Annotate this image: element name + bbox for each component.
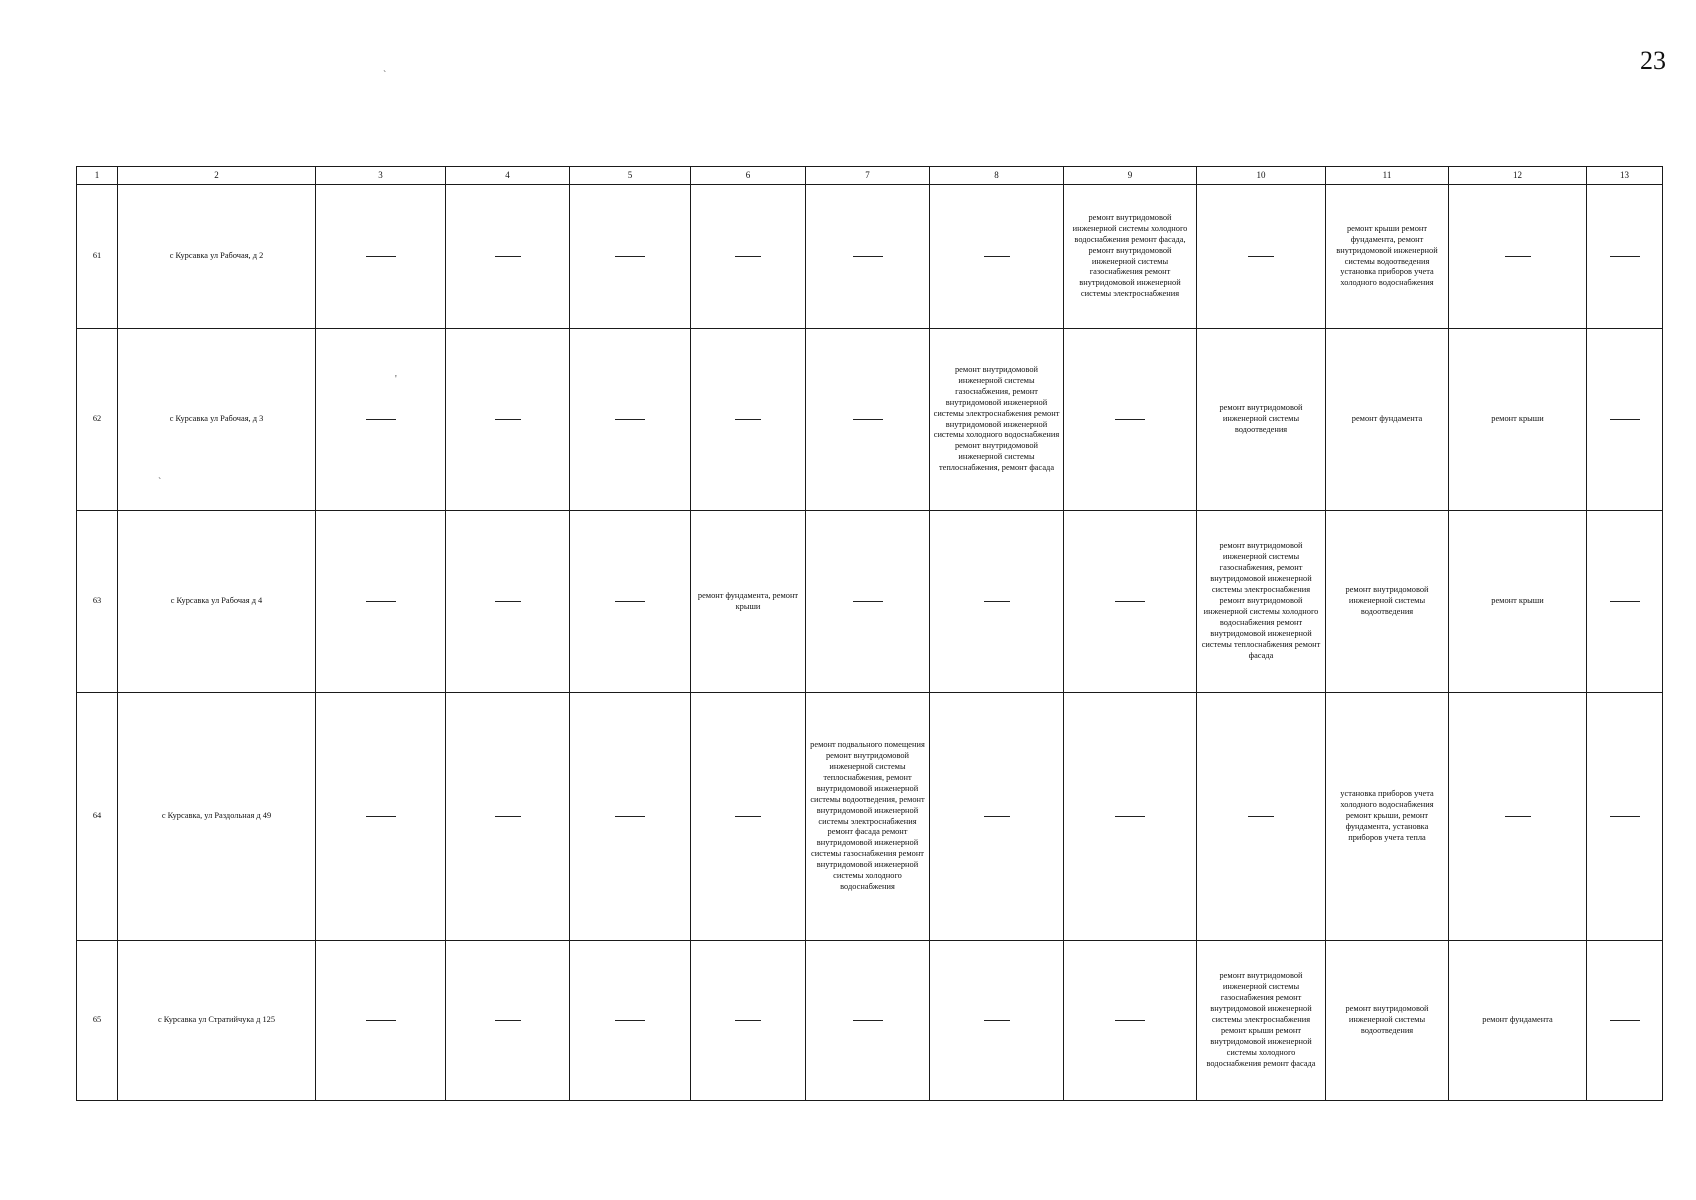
empty-dash-cell	[316, 693, 446, 941]
column-number: 6	[691, 167, 806, 185]
repair-work-cell: ремонт фундамента	[1449, 941, 1587, 1101]
dash-mark	[1115, 601, 1145, 602]
empty-dash-cell	[930, 693, 1064, 941]
address-cell: с Курсавка, ул Раздольная д 49	[118, 693, 316, 941]
address-cell: с Курсавка ул Стратийчука д 125	[118, 941, 316, 1101]
dash-mark	[495, 419, 521, 420]
column-number: 8	[930, 167, 1064, 185]
repair-work-cell: ремонт внутридомовой инженерной системы водоотведения	[1326, 941, 1449, 1101]
empty-dash-cell	[806, 511, 930, 693]
empty-dash-cell	[691, 693, 806, 941]
repair-schedule-table	[76, 166, 1663, 1101]
dash-mark	[984, 601, 1010, 602]
dash-mark	[1610, 1020, 1640, 1021]
repair-work-cell: установка приборов учета холодного водоснабжения ремонт крыши, ремонт фундамента, установка приборов учета тепла	[1326, 693, 1449, 941]
dash-mark	[366, 601, 396, 602]
empty-dash-cell	[691, 329, 806, 511]
row-number: 63	[77, 511, 118, 693]
dash-mark	[1248, 256, 1274, 257]
table-row	[77, 185, 1663, 329]
dash-mark	[1610, 419, 1640, 420]
empty-dash-cell	[570, 185, 691, 329]
dash-mark	[1248, 816, 1274, 817]
dash-mark	[615, 256, 645, 257]
repair-work-cell: ремонт внутридомовой инженерной системы водоотведения	[1326, 511, 1449, 693]
column-number: 3	[316, 167, 446, 185]
empty-dash-cell	[570, 693, 691, 941]
column-number: 13	[1587, 167, 1663, 185]
table-row	[77, 941, 1663, 1101]
table-row	[77, 511, 1663, 693]
repair-work-cell: ремонт внутридомовой инженерной системы газоснабжения ремонт внутридомовой инженерной системы электроснабжения ремонт крыши ремонт внутридомовой инженерной системы холодного водоснабжения ремонт фасада	[1197, 941, 1326, 1101]
empty-dash-cell	[446, 185, 570, 329]
dash-mark	[853, 1020, 883, 1021]
dash-mark	[853, 419, 883, 420]
table-row	[77, 329, 1663, 511]
empty-dash-cell	[570, 329, 691, 511]
repair-work-cell: ремонт внутридомовой инженерной системы газоснабжения, ремонт внутридомовой инженерной системы электроснабжения ремонт внутридомовой инженерной системы холодного водоснабжения ремонт внутридомовой инженерной системы теплоснабжения, ремонт фасада	[930, 329, 1064, 511]
repair-work-cell: ремонт внутридомовой инженерной системы холодного водоснабжения ремонт фасада, ремонт внутридомовой инженерной системы газоснабжения ремонт внутридомовой инженерной системы электроснабжения	[1064, 185, 1197, 329]
dash-mark	[366, 1020, 396, 1021]
repair-work-cell: ремонт фундамента	[1326, 329, 1449, 511]
table-row	[77, 693, 1663, 941]
dash-mark	[1610, 256, 1640, 257]
empty-dash-cell	[1064, 511, 1197, 693]
dash-mark	[853, 256, 883, 257]
empty-dash-cell	[1064, 941, 1197, 1101]
row-number: 64	[77, 693, 118, 941]
empty-dash-cell	[316, 185, 446, 329]
dash-mark	[366, 816, 396, 817]
empty-dash-cell	[1064, 693, 1197, 941]
dash-mark	[615, 816, 645, 817]
dash-mark	[735, 816, 761, 817]
empty-dash-cell	[1449, 693, 1587, 941]
empty-dash-cell	[1197, 185, 1326, 329]
dash-mark	[615, 419, 645, 420]
dash-mark	[1115, 1020, 1145, 1021]
empty-dash-cell	[570, 941, 691, 1101]
row-number: 61	[77, 185, 118, 329]
column-number: 5	[570, 167, 691, 185]
repair-work-cell: ремонт внутридомовой инженерной системы газоснабжения, ремонт внутридомовой инженерной системы электроснабжения ремонт внутридомовой инженерной системы холодного водоснабжения ремонт внутридомовой инженерной системы теплоснабжения ремонт фасада	[1197, 511, 1326, 693]
dash-mark	[495, 256, 521, 257]
dash-mark	[984, 816, 1010, 817]
empty-dash-cell	[806, 329, 930, 511]
empty-dash-cell	[316, 329, 446, 511]
empty-dash-cell	[1587, 329, 1663, 511]
empty-dash-cell	[691, 941, 806, 1101]
empty-dash-cell	[1064, 329, 1197, 511]
dash-mark	[1610, 601, 1640, 602]
dash-mark	[1610, 816, 1640, 817]
column-number: 4	[446, 167, 570, 185]
dash-mark	[984, 1020, 1010, 1021]
dash-mark	[735, 419, 761, 420]
empty-dash-cell	[446, 329, 570, 511]
dash-mark	[1505, 816, 1531, 817]
empty-dash-cell	[930, 185, 1064, 329]
column-number: 2	[118, 167, 316, 185]
column-number: 10	[1197, 167, 1326, 185]
dash-mark	[366, 419, 396, 420]
column-number: 11	[1326, 167, 1449, 185]
dash-mark	[615, 1020, 645, 1021]
address-cell: с Курсавка ул Рабочая, д 3	[118, 329, 316, 511]
dash-mark	[853, 601, 883, 602]
empty-dash-cell	[1587, 511, 1663, 693]
repair-work-cell: ремонт внутридомовой инженерной системы водоотведения	[1197, 329, 1326, 511]
row-number: 65	[77, 941, 118, 1101]
dash-mark	[366, 256, 396, 257]
empty-dash-cell	[1197, 693, 1326, 941]
empty-dash-cell	[446, 941, 570, 1101]
address-cell: с Курсавка ул Рабочая, д 2	[118, 185, 316, 329]
column-number: 1	[77, 167, 118, 185]
repair-work-cell: ремонт крыши	[1449, 511, 1587, 693]
column-number: 9	[1064, 167, 1197, 185]
empty-dash-cell	[1587, 941, 1663, 1101]
scan-mark: `	[383, 70, 387, 81]
empty-dash-cell	[930, 941, 1064, 1101]
column-number: 7	[806, 167, 930, 185]
row-number: 62	[77, 329, 118, 511]
scan-mark: '	[395, 374, 397, 385]
repair-work-cell: ремонт крыши ремонт фундамента, ремонт внутридомовой инженерной системы водоотведения установка приборов учета холодного водоснабжения	[1326, 185, 1449, 329]
column-number-row	[77, 167, 1663, 185]
empty-dash-cell	[570, 511, 691, 693]
empty-dash-cell	[1587, 185, 1663, 329]
column-number: 12	[1449, 167, 1587, 185]
dash-mark	[1505, 256, 1531, 257]
empty-dash-cell	[1449, 185, 1587, 329]
dash-mark	[735, 1020, 761, 1021]
empty-dash-cell	[316, 941, 446, 1101]
empty-dash-cell	[806, 941, 930, 1101]
dash-mark	[735, 256, 761, 257]
empty-dash-cell	[806, 185, 930, 329]
empty-dash-cell	[316, 511, 446, 693]
dash-mark	[495, 1020, 521, 1021]
dash-mark	[1115, 816, 1145, 817]
empty-dash-cell	[930, 511, 1064, 693]
empty-dash-cell	[1587, 693, 1663, 941]
repair-work-cell: ремонт фундамента, ремонт крыши	[691, 511, 806, 693]
empty-dash-cell	[446, 511, 570, 693]
dash-mark	[615, 601, 645, 602]
address-cell: с Курсавка ул Рабочая д 4	[118, 511, 316, 693]
dash-mark	[984, 256, 1010, 257]
repair-work-cell: ремонт крыши	[1449, 329, 1587, 511]
empty-dash-cell	[691, 185, 806, 329]
page-number: 23	[1640, 46, 1666, 75]
scan-mark: `	[158, 477, 162, 488]
repair-work-cell: ремонт подвального помещения ремонт внутридомовой инженерной системы теплоснабжения, ремонт внутридомовой инженерной системы водоотведения, ремонт внутридомовой инженерной системы электроснабжения ремонт фасада ремонт внутридомовой инженерной системы газоснабжения ремонт внутридомовой инженерной системы холодного водоснабжения	[806, 693, 930, 941]
dash-mark	[495, 816, 521, 817]
dash-mark	[1115, 419, 1145, 420]
empty-dash-cell	[446, 693, 570, 941]
dash-mark	[495, 601, 521, 602]
